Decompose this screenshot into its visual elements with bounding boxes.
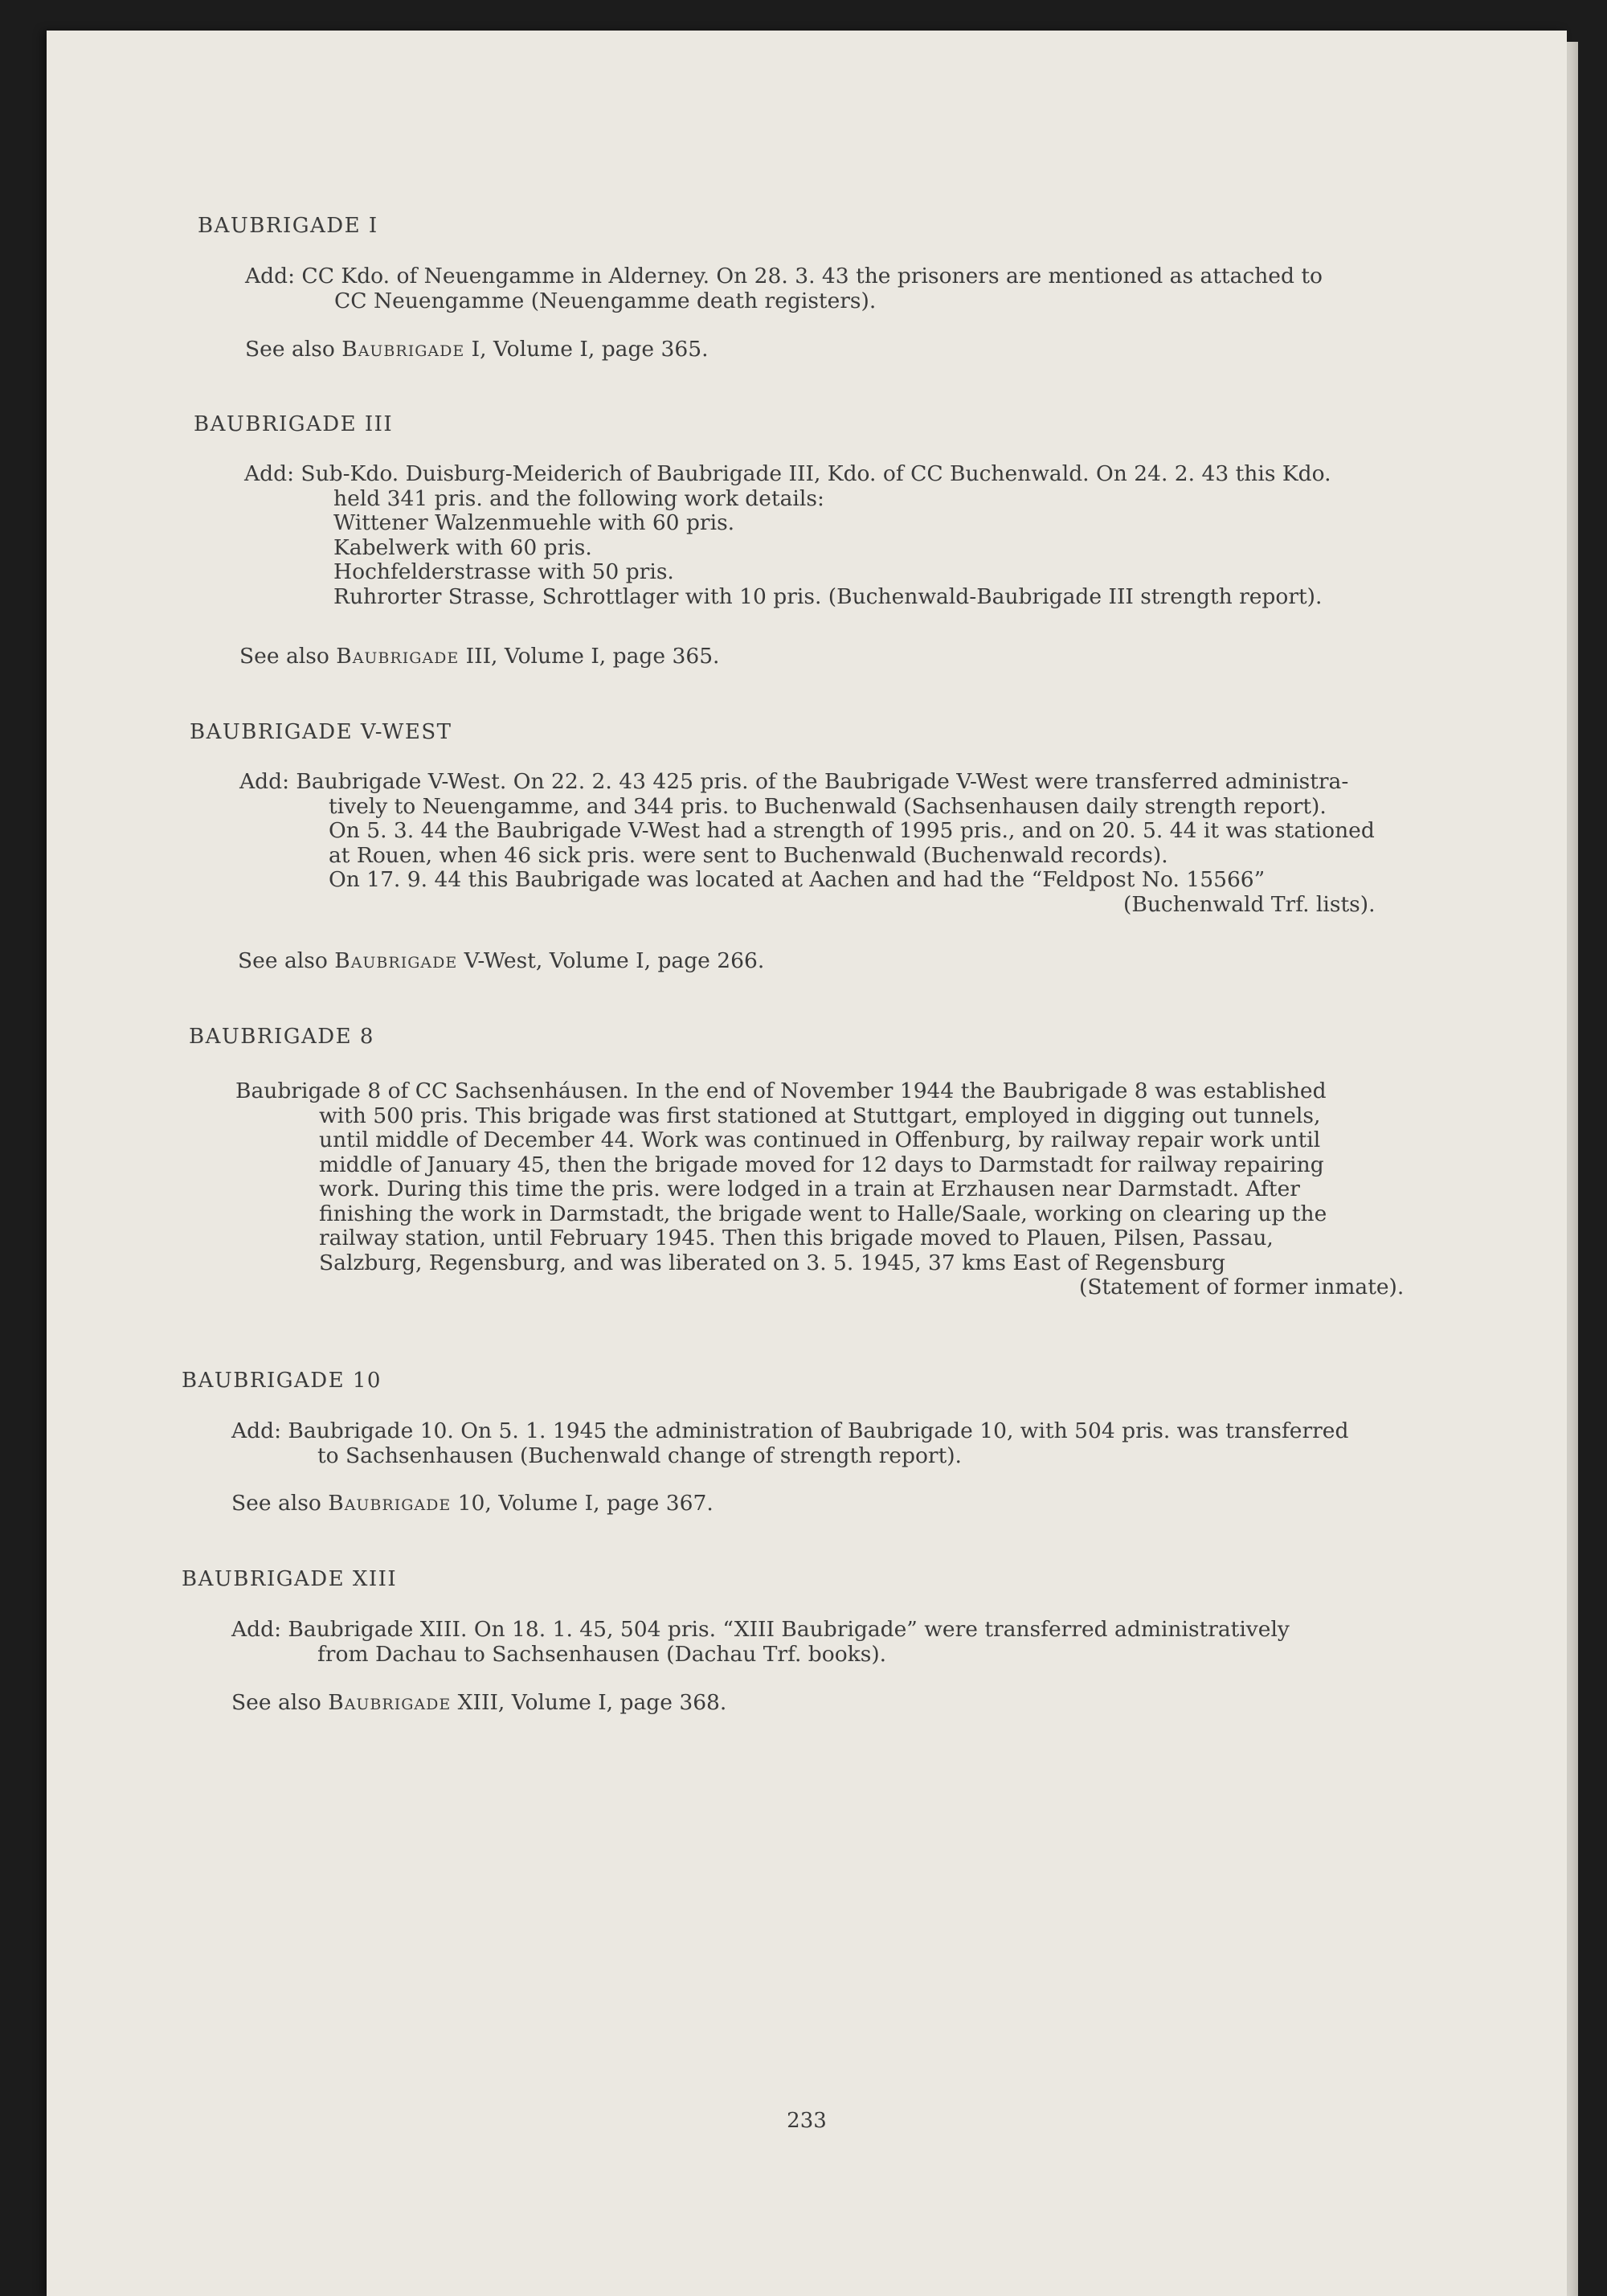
body-line: finishing the work in Darmstadt, the brigade went to Halle/Saale, working on clearing up the xyxy=(319,1201,1327,1226)
see-also xyxy=(239,644,719,669)
see-also-ref: Baubrigade xyxy=(334,948,458,973)
body-line: at Rouen, when 46 sick pris. were sent to Buchenwald (Buchenwald records). xyxy=(329,842,1168,868)
see-also-ref: Baubrigade xyxy=(328,1690,452,1715)
see-also-suffix: XIII, Volume I, page 368. xyxy=(457,1690,727,1715)
section-heading: BAUBRIGADE V-WEST xyxy=(190,720,452,744)
document-page xyxy=(47,31,1567,2296)
section-heading: BAUBRIGADE I xyxy=(198,214,378,238)
section-heading: BAUBRIGADE XIII xyxy=(182,1567,398,1591)
see-also-suffix: V-West, Volume I, page 266. xyxy=(464,948,765,973)
body-line: from Dachau to Sachsenhausen (Dachau Trf. books). xyxy=(317,1641,887,1667)
page-edge xyxy=(1567,42,1578,2296)
body-line: Add: Baubrigade XIII. On 18. 1. 45, 504 pris. “XIII Baubrigade” were transferred administratively xyxy=(231,1617,1290,1642)
body-line: middle of January 45, then the brigade moved for 12 days to Darmstadt for railway repairing xyxy=(319,1152,1324,1177)
section-heading: BAUBRIGADE 10 xyxy=(182,1369,382,1393)
body-line: until middle of December 44. Work was continued in Offenburg, by railway repair work until xyxy=(319,1128,1321,1152)
body-line: to Sachsenhausen (Buchenwald change of strength report). xyxy=(317,1443,962,1468)
see-also xyxy=(231,1690,726,1715)
page-number: 233 xyxy=(787,2109,827,2133)
body-line: (Statement of former inmate). xyxy=(1079,1275,1405,1299)
see-also-suffix: I, Volume I, page 365. xyxy=(471,337,709,362)
body-line: Baubrigade 8 of CC Sachsenháusen. In the end of November 1944 the Baubrigade 8 was established xyxy=(235,1078,1327,1103)
section-body xyxy=(235,1079,1473,1300)
section-body xyxy=(239,770,1461,917)
see-also-ref: Baubrigade xyxy=(341,337,465,362)
section-body xyxy=(245,264,1450,313)
body-line: tively to Neuengamme, and 344 pris. to Buchenwald (Sachsenhausen daily strength report). xyxy=(329,793,1327,819)
section-body xyxy=(231,1419,1469,1468)
body-line: (Buchenwald Trf. lists). xyxy=(1123,891,1376,917)
body-line: railway station, until February 1945. Then this brigade moved to Plauen, Pilsen, Passau, xyxy=(319,1226,1274,1250)
body-line: CC Neuengamme (Neuengamme death registers). xyxy=(334,288,877,313)
body-line: Add: Baubrigade V-West. On 22. 2. 43 425 pris. of the Baubrigade V-West were transferred administra- xyxy=(239,769,1349,794)
body-line: On 5. 3. 44 the Baubrigade V-West had a strength of 1995 pris., and on 20. 5. 44 it was stationed xyxy=(329,818,1375,843)
see-also-prefix: See also xyxy=(239,644,329,669)
body-line: work. During this time the pris. were lodged in a train at Erzhausen near Darmstadt. After xyxy=(319,1177,1300,1201)
see-also-ref: Baubrigade xyxy=(336,644,460,669)
section-body xyxy=(244,462,1450,609)
see-also-prefix: See also xyxy=(238,948,328,973)
see-also xyxy=(245,337,709,362)
body-line: Wittener Walzenmuehle with 60 pris. xyxy=(333,510,735,535)
body-line: Ruhrorter Strasse, Schrottlager with 10 pris. (Buchenwald-Baubrigade III strength report). xyxy=(333,583,1323,609)
body-line: Kabelwerk with 60 pris. xyxy=(333,534,592,560)
see-also xyxy=(238,948,764,973)
section-heading: BAUBRIGADE III xyxy=(194,412,394,436)
body-line: Add: CC Kdo. of Neuengamme in Alderney. On 28. 3. 43 the prisoners are mentioned as attached to xyxy=(245,264,1323,289)
see-also xyxy=(231,1491,714,1516)
see-also-suffix: III, Volume I, page 365. xyxy=(465,644,720,669)
body-line: Hochfelderstrasse with 50 pris. xyxy=(333,559,674,584)
body-line: held 341 pris. and the following work details: xyxy=(333,485,824,511)
body-line: On 17. 9. 44 this Baubrigade was located at Aachen and had the “Feldpost No. 15566” xyxy=(329,867,1266,892)
see-also-prefix: See also xyxy=(245,337,335,362)
section-heading: BAUBRIGADE 8 xyxy=(189,1025,374,1049)
see-also-suffix: 10, Volume I, page 367. xyxy=(457,1491,714,1516)
body-line: Add: Baubrigade 10. On 5. 1. 1945 the administration of Baubrigade 10, with 504 pris. was transferred xyxy=(231,1418,1349,1443)
see-also-ref: Baubrigade xyxy=(328,1491,452,1516)
body-line: Add: Sub-Kdo. Duisburg-Meiderich of Baubrigade III, Kdo. of CC Buchenwald. On 24. 2. 43 this Kdo. xyxy=(244,461,1331,486)
body-line: with 500 pris. This brigade was first stationed at Stuttgart, employed in digging out tunnels, xyxy=(319,1103,1321,1128)
body-line: Salzburg, Regensburg, and was liberated on 3. 5. 1945, 37 kms East of Regensburg xyxy=(319,1250,1226,1275)
see-also-prefix: See also xyxy=(231,1690,321,1715)
see-also-prefix: See also xyxy=(231,1491,321,1516)
section-body xyxy=(231,1618,1469,1667)
